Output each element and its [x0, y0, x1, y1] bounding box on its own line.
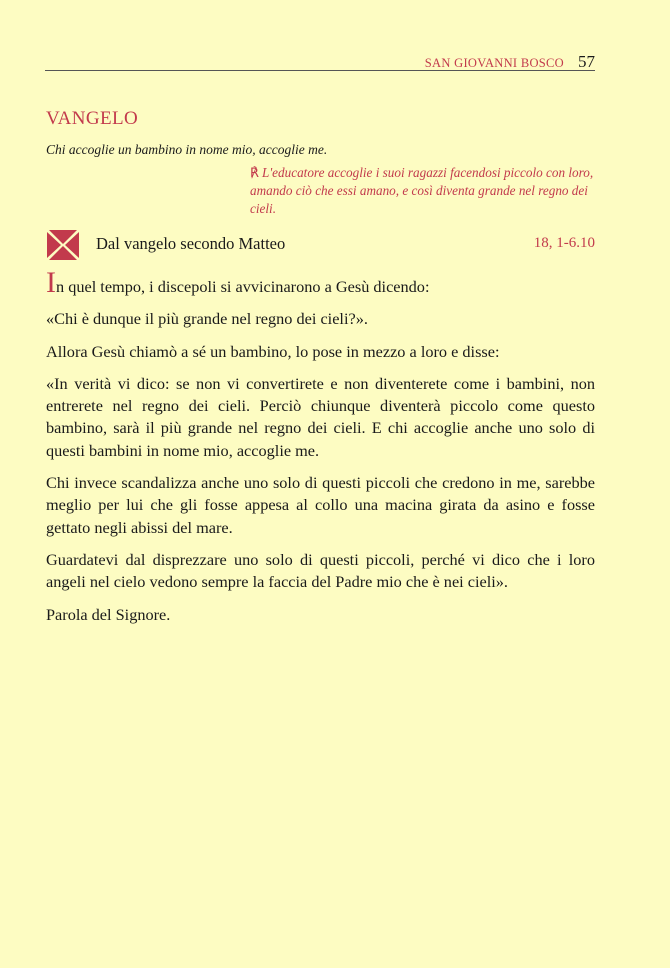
cross-icon	[46, 228, 80, 262]
paragraph: Guardatevi dal disprezzare uno solo di questi piccoli, perché vi dico che i loro angeli nel cielo vedono sempre la faccia del Padre mio che è nei cieli».	[46, 549, 595, 592]
paragraph: In quel tempo, i discepoli si avvicinarono a Gesù dicendo:	[46, 266, 430, 299]
paragraph: «Chi è dunque il più grande nel regno dei cieli?».	[46, 309, 368, 329]
running-title: SAN GIOVANNI BOSCO	[424, 56, 564, 70]
reading-heading	[46, 228, 595, 264]
response-mark: ℟	[250, 165, 260, 180]
page-header	[45, 52, 595, 72]
paragraph: Chi invece scandalizza anche uno solo di questi piccoli che credono in me, sarebbe meglio per lui che gli fosse appesa al collo una macina girata da asino e fosse gettato negli abissi del mare.	[46, 473, 595, 537]
response-note	[250, 164, 595, 218]
section-title: VANGELO	[46, 108, 139, 129]
response-note-text: L'educatore accoglie i suoi ragazzi facendosi piccolo con loro, amando ciò che essi amano, e così diventa grande nel regno dei cieli.	[250, 165, 594, 216]
reading-reference: 18, 1-6.10	[533, 235, 595, 251]
drop-initial: I	[46, 266, 56, 299]
reading-source: Dal vangelo secondo Matteo	[96, 234, 286, 253]
paragraph: Allora Gesù chiamò a sé un bambino, lo pose in mezzo a loro e disse:	[46, 341, 500, 361]
page-number: 57	[578, 52, 595, 71]
antiphon: Chi accoglie un bambino in nome mio, accoglie me.	[46, 142, 328, 157]
closing-acclamation: Parola del Signore.	[46, 604, 171, 624]
paragraph: «In verità vi dico: se non vi convertirete e non diventerete come i bambini, non entrerete nel regno dei cieli. Perciò chiunque diventerà piccolo come questo bambino, sarà il più grande nel regno dei cieli. E chi accoglie anche uno solo di questi bambini in nome mio, accoglie me.	[46, 373, 595, 460]
gospel-text	[46, 266, 595, 636]
header-rule	[45, 70, 595, 71]
